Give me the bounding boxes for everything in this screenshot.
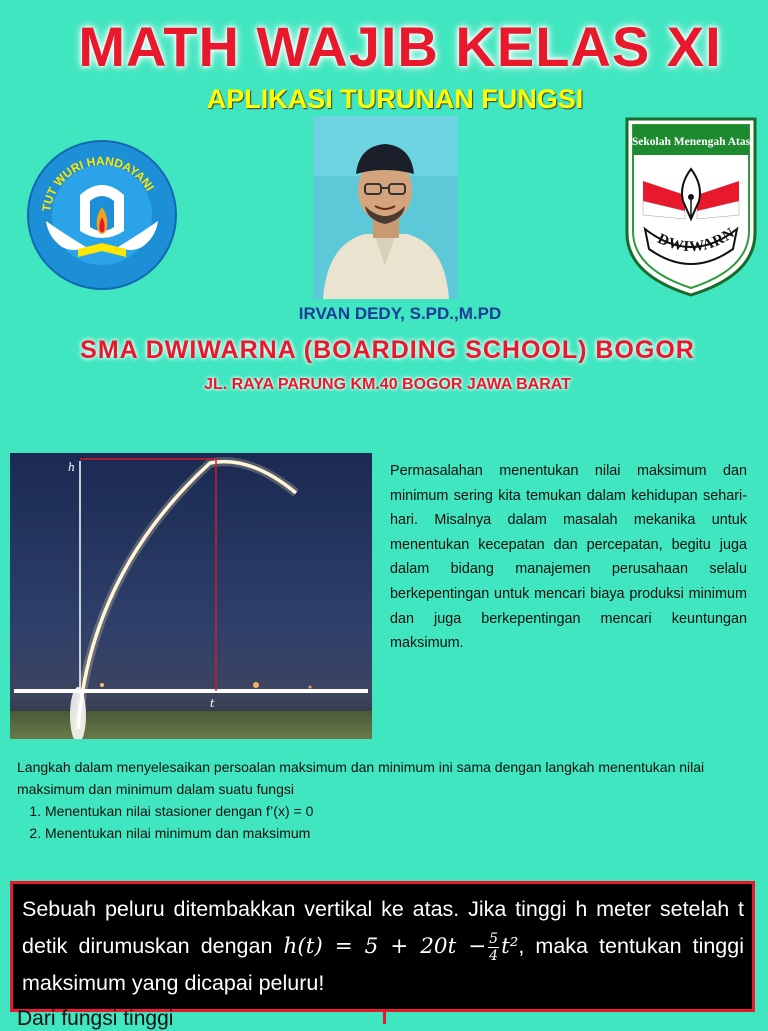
next-text: Dari fungsi tinggi [17,1007,174,1030]
steps-intro: Langkah dalam menyelesaikan persoalan maksimum dan minimum ini sama dengan langkah menentukan nilai maksimum dan minimum dalam suatu fungsi [17,759,705,797]
rocket-trajectory-photo [10,453,372,739]
sma-dwiwarna-logo [623,115,759,299]
tut-wuri-handayani-logo [26,135,178,291]
problem-box [10,881,755,1012]
sub-title: APLIKASI TURUNAN FUNGSI [206,84,584,114]
fraction-numerator: 5 [489,930,499,947]
formula-fraction [488,931,499,964]
main-title: MATH WAJIB KELAS XI [78,15,722,78]
logo-ring-text: TUT WURI HANDAYANI [39,153,157,213]
step-item: 2. Menentukan nilai minimum dan maksimum [45,822,757,844]
red-divider [383,1009,386,1024]
logo-top-text: Sekolah Menengah Atas [631,136,751,148]
step-item: 1. Menentukan nilai stasioner dengan f’(x) = 0 [45,800,757,822]
problem-text-after: , maka tentukan tinggi maksimum yang dicapai peluru! [22,934,745,995]
school-address: JL. RAYA PARUNG KM.40 BOGOR JAWA BARAT [204,376,571,393]
steps-block [17,756,757,844]
formula-rhs: t² [501,934,519,959]
fraction-denominator: 4 [489,947,499,964]
teacher-photo [313,116,458,299]
steps-list [17,800,757,844]
school-name: SMA DWIWARNA (BOARDING SCHOOL) BOGOR [80,336,695,364]
problem-text [22,891,744,1002]
problem-text-before: Sebuah peluru ditembakkan vertikal ke atas. Jika tinggi h meter setelah t detik dirumuskan dengan [22,897,744,958]
teacher-name: IRVAN DEDY, S.PD.,M.PD [298,304,502,323]
logo-banner-text: DWIWARN [654,224,739,256]
diagram-t-label: t [210,697,215,710]
intro-paragraph: Permasalahan menentukan nilai maksimum dan minimum sering kita temukan dalam kehidupan sehari-hari. Misalnya dalam masalah mekanika untuk menentukan kecepatan dan percepatan, begitu juga dalam bidang manajemen perusahaan selalu berkepentingan untuk mencari biaya produksi minimum dan juga berkepentingan mencari keuntungan maksimum. [390,463,747,652]
formula-lhs: h(t) = 5 + 20t − [283,934,487,959]
diagram-h-label: h [68,461,76,474]
